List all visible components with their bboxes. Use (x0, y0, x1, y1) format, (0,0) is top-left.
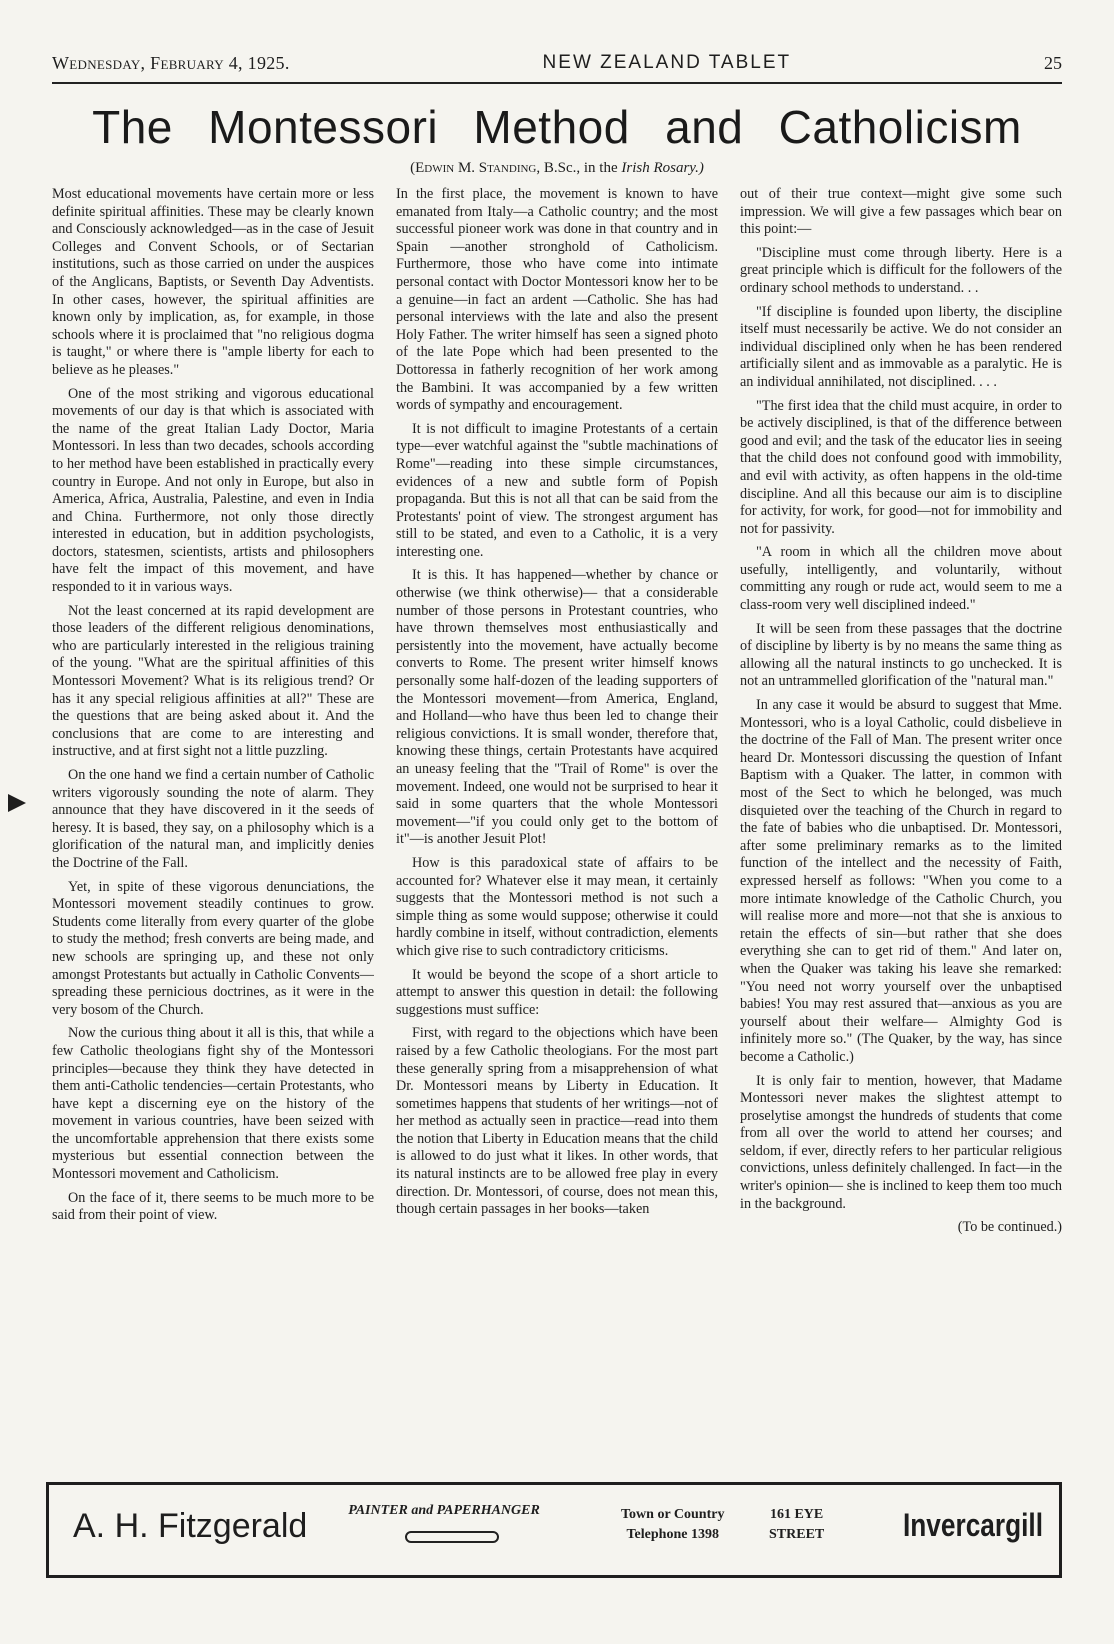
paragraph: One of the most striking and vigorous educational movements of our day is that which is associated with the name of the great Italian Lady Doctor, Maria Montessori. In less than two decades, schools according to her method have been established in practically every country in Europe. And not only in Europe, but also in America, Africa, Australia, Palestine, and even in India and China. Furthermore, not only those directly interested in education, but in addition psychologists, doctors, statesmen, scientists, artists and philosophers have felt the impact of this movement, and have responded to it in various ways. (52, 385, 374, 596)
author-name: (Edwin M. Standing (410, 160, 537, 176)
paragraph: First, with regard to the objections which have been raised by a few Catholic theologians. For the most part these generally spring from a misapprehension of what Dr. Montessori means by Liberty in Education. It sometimes happens that students of her writings—not of her method as actually seen in practice—read into them the notion that Liberty in Education means that the child is allowed to do just what it likes. In other words, that its natural instincts are to be allowed free play in every direction. Dr. Montessori, of course, does not mean this, though certain passages in her books—taken (396, 1025, 718, 1218)
article-columns (52, 186, 1062, 1474)
advertiser-address (769, 1505, 824, 1545)
ornament-icon (405, 1531, 499, 1543)
address-line: 161 EYE (769, 1507, 824, 1522)
paragraph: "A room in which all the children move about usefully, intelligently, and voluntarily, without committing any rough or rude act, would seem to me a class-room very well disciplined indeed." (740, 544, 1062, 614)
column-3 (740, 186, 1062, 1474)
paragraph: Yet, in spite of these vigorous denunciations, the Montessori movement steadily continues to grow. Students come literally from every quarter of the globe to study the method; fresh converts are being made, and new schools are springing up, and these not only amongst Protestants but actually in Catholic Convents—spreading these pernicious doctrines, as it were in the very bosom of the Church. (52, 878, 374, 1018)
paragraph: In any case it would be absurd to suggest that Mme. Montessori, who is a loyal Catholic, could disbelieve in the doctrine of the Fall of Man. The present writer once heard Dr. Montessori discussing the question of Infant Baptism with a Quaker. The latter, in common with most of the Sect to which he belonged, was much disquieted over the teaching of the Church in regard to the fate of babies who die unbaptised. Dr. Montessori, after some preliminary remarks as to the limited function of the intellect and the necessity of Faith, expressed herself as follows: "When you come to a more intimate knowledge of the Catholic Church, you will realise more and more—not that she is anxious to retain the effects of sin—but rather that she does everything she can to get rid of them." And later on, when the Quaker was taking his leave she remarked: "You need not worry yourself over the unbaptised babies! You may rest assured that—anxious as you are yourself about their welfare— Almighty God is infinitely more so." (The Quaker, by the way, has since become a Catholic.) (740, 697, 1062, 1065)
paragraph: Most educational movements have certain more or less definite spiritual affinities. These may be clearly known and Consciously acknowledged—as in the case of Jesuit Colleges and Convent Schools, or of Sectarian institutions, such as those carried on under the auspices of the Anglicans, Baptists, or Seventh Day Adventists. In other cases, however, the spiritual affinities are known only by implication, as, for example, in those schools where it is proclaimed that "no religious dogma is taught," or where there is "ample liberty for each to believe as he pleases." (52, 186, 374, 378)
advertiser-trade: PAINTER and PAPERHANGER (348, 1503, 540, 1518)
paragraph: "The first idea that the child must acquire, in order to be actively disciplined, is that of the difference between good and evil; and the task of the educator lies in seeing that the child does not confound good with immobility, and evil with activity, as often happens in the old-time discipline. And all this because our aim is to discipline for activity, for work, for good—not for immobility and not for passivity. (740, 397, 1062, 537)
article-byline (52, 160, 1062, 177)
byline-text: , B.Sc., in the (536, 160, 618, 176)
address-line: STREET (769, 1527, 825, 1542)
paragraph: It is not difficult to imagine Protestants of a certain type—ever watchful against the "subtle machinations of Rome"—reading into these simple circumstances, evidences of a new and subtle form of Popish propaganda. But this is not all that can be said from the Protestants' point of view. The strongest argument has still to be stated, and even to a Catholic, it is a very interesting one. (396, 420, 718, 560)
paragraph: It is this. It has happened—whether by chance or otherwise (we think otherwise)— that a considerable number of those persons in Protestant countries, who have thrown themselves most enthusiastically and persistently into the movement, have actually become converts to Rome. The present writer himself knows personally some half-dozen of the leading supporters of the Montessori movement—from America, England, and Holland—who have thus been led to change their religious convictions. It is small wonder, therefore that, knowing these things, certain Protestants have acquired an uneasy feeling that the "Trail of Rome" is over the movement. Indeed, one would not be surprised to hear it said in some quarters that the whole Montessori movement—"if you could only get to the bottom of it"—is another Jesuit Plot! (396, 567, 718, 848)
advertiser-name: A. H. Fitzgerald (73, 1507, 308, 1545)
article-title: The Montessori Method and Catholicism (92, 101, 1022, 153)
column-1 (52, 186, 374, 1474)
page-number: 25 (1043, 52, 1062, 73)
newspaper-name: NEW ZEALAND TABLET (542, 52, 792, 73)
margin-pointer-icon (8, 794, 26, 812)
paragraph: "Discipline must come through liberty. Here is a great principle which is difficult for the followers of the ordinary school methods to understand. . . (740, 244, 1062, 296)
issue-date: Wednesday, February 4, 1925. (52, 52, 290, 73)
advertiser-city: Invercargill (902, 1507, 1043, 1543)
paragraph: In the first place, the movement is known to have emanated from Italy—a Catholic country; and the most successful pioneer work was done in that country and in Spain —another stronghold of Catholicism. Furthermore, those who have come into intimate personal contact with Doctor Montessori know her to be a genuine—in fact an ardent —Catholic. She has had personal interviews with the late and also the present Holy Father. The writer himself has seen a signed photo of the late Pope which had been presented to the Dottoressa in fatherly recognition of her work among the Bambini. It was accompanied by a few written words of sympathy and encouragement. (396, 186, 718, 414)
paragraph: Not the least concerned at its rapid development are those leaders of the different religious denominations, who are particularly interested in the religious training of the young. "What are the spiritual affinities of this Montessori Movement? What is its religious trend? Or has it any special religious affinities at all?" These are the questions that are being asked about it. And the conclusions that are come to are interesting and instructive, and at first sight not a little puzzling. (52, 602, 374, 760)
source-publication: Irish Rosary.) (621, 160, 704, 176)
advertisement-box (46, 1482, 1062, 1578)
paragraph: Now the curious thing about it all is this, that while a few Catholic theologians fight shy of the Montessori principles—because they think they have detected in them anti-Catholic tendencies—certain Protestants, who have kept a discerning eye on the history of the movement in various countries, have been seized with the uncomfortable apprehension that there exists some mysterious but essential connection between the Montessori movement and Catholicism. (52, 1025, 374, 1183)
telephone-line: Telephone 1398 (626, 1527, 719, 1542)
paragraph: "If discipline is founded upon liberty, the discipline itself must necessarily be active. We do not consider an individual disciplined only when he has been rendered artificially silent and as immovable as a paralytic. He is an individual annihilated, not disciplined. . . . (740, 303, 1062, 390)
paragraph: It would be beyond the scope of a short article to attempt to answer this question in detail: the following suggestions must suffice: (396, 966, 718, 1018)
paragraph: It is only fair to mention, however, that Madame Montessori never makes the slightest attempt to proselytise amongst the hundreds of students that come from all over the world to attend her courses; and seldom, if ever, directly refers to her particular religious convictions, unless definitely challenged. In fact—in the writer's opinion— she is inclined to keep them too much in the background. (740, 1072, 1062, 1212)
paragraph: It will be seen from these passages that the doctrine of discipline by liberty is by no means the same thing as allowing all the natural instincts to go unchecked. It is not an untrammelled glorification of the "natural man." (740, 620, 1062, 690)
paragraph: out of their true context—might give some such impression. We will give a few passages which bear on this point:— (740, 186, 1062, 238)
contact-line: Town or Country (621, 1507, 725, 1522)
page-header (52, 44, 1062, 84)
continued-note: (To be continued.) (957, 1219, 1062, 1236)
paragraph: How is this paradoxical state of affairs to be accounted for? Whatever else it may mean, it certainly suggests that the Montessori method is not such a simple thing as some would suppose; otherwise it could hardly combine in itself, without contradiction, elements which give rise to such contradictory criticisms. (396, 854, 718, 959)
paragraph: On the face of it, there seems to be much more to be said from their point of view. (52, 1189, 374, 1224)
column-2 (396, 186, 718, 1474)
paragraph: On the one hand we find a certain number of Catholic writers vigorously sounding the note of alarm. They announce that they have discovered in it the seeds of heresy. It is based, they say, on a philosophy which is a glorification of the natural man, and implicitly denies the Doctrine of the Fall. (52, 767, 374, 871)
advertiser-contact (621, 1505, 724, 1545)
